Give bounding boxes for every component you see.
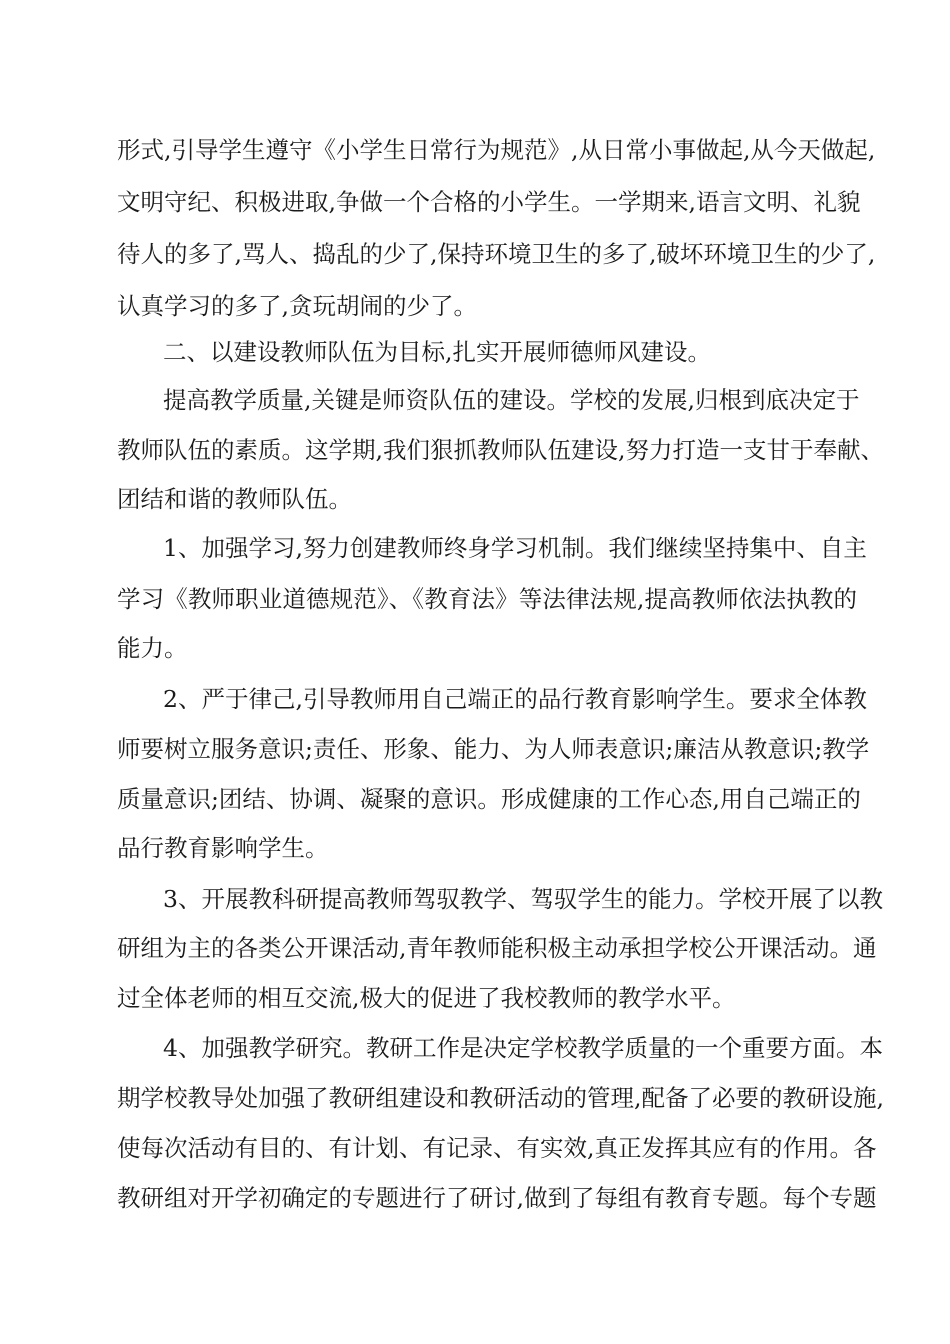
text-line: 2、严于律己,引导教师用自己端正的品行教育影响学生。要求全体教 <box>163 685 867 713</box>
text-line: 形式,引导学生遵守《小学生日常行为规范》,从日常小事做起,从今天做起, <box>117 136 876 164</box>
text-line: 文明守纪、积极进取,争做一个合格的小学生。一学期来,语言文明、礼貌 <box>117 188 861 216</box>
text-line: 质量意识;团结、协调、凝聚的意识。形成健康的工作心态,用自己端正的 <box>117 785 861 813</box>
text-line: 教师队伍的素质。这学期,我们狠抓教师队伍建设,努力打造一支甘于奉献、 <box>117 436 884 464</box>
text-line: 3、开展教科研提高教师驾驭教学、驾驭学生的能力。学校开展了以教 <box>163 885 883 913</box>
text-line: 团结和谐的教师队伍。 <box>117 485 352 513</box>
text-line: 1、加强学习,努力创建教师终身学习机制。我们继续坚持集中、自主 <box>163 534 867 562</box>
text-line: 过全体老师的相互交流,极大的促进了我校教师的教学水平。 <box>117 984 736 1012</box>
text-line: 能力。 <box>117 634 188 662</box>
section-heading: 二、以建设教师队伍为目标,扎实开展师德师风建设。 <box>163 338 711 366</box>
text-line: 教研组对开学初确定的专题进行了研讨,做到了每组有教育专题。每个专题 <box>117 1184 877 1212</box>
text-line: 认真学习的多了,贪玩胡闹的少了。 <box>117 292 477 320</box>
text-line: 研组为主的各类公开课活动,青年教师能积极主动承担学校公开课活动。通 <box>117 934 877 962</box>
text-line: 品行教育影响学生。 <box>117 834 329 862</box>
text-line: 期学校教导处加强了教研组建设和教研活动的管理,配备了必要的教研设施, <box>117 1084 884 1112</box>
text-line: 提高教学质量,关键是师资队伍的建设。学校的发展,归根到底决定于 <box>163 386 860 414</box>
text-line: 学习《教师职业道德规范》、《教育法》等法律法规,提高教师依法执教的 <box>117 585 857 613</box>
text-line: 师要树立服务意识;责任、形象、能力、为人师表意识;廉洁从教意识;教学 <box>117 735 870 763</box>
text-line: 使每次活动有目的、有计划、有记录、有实效,真正发挥其应有的作用。各 <box>117 1134 877 1162</box>
text-line: 4、加强教学研究。教研工作是决定学校教学质量的一个重要方面。本 <box>163 1034 883 1062</box>
text-line: 待人的多了,骂人、捣乱的少了,保持环境卫生的多了,破坏环境卫生的少了, <box>117 240 876 268</box>
